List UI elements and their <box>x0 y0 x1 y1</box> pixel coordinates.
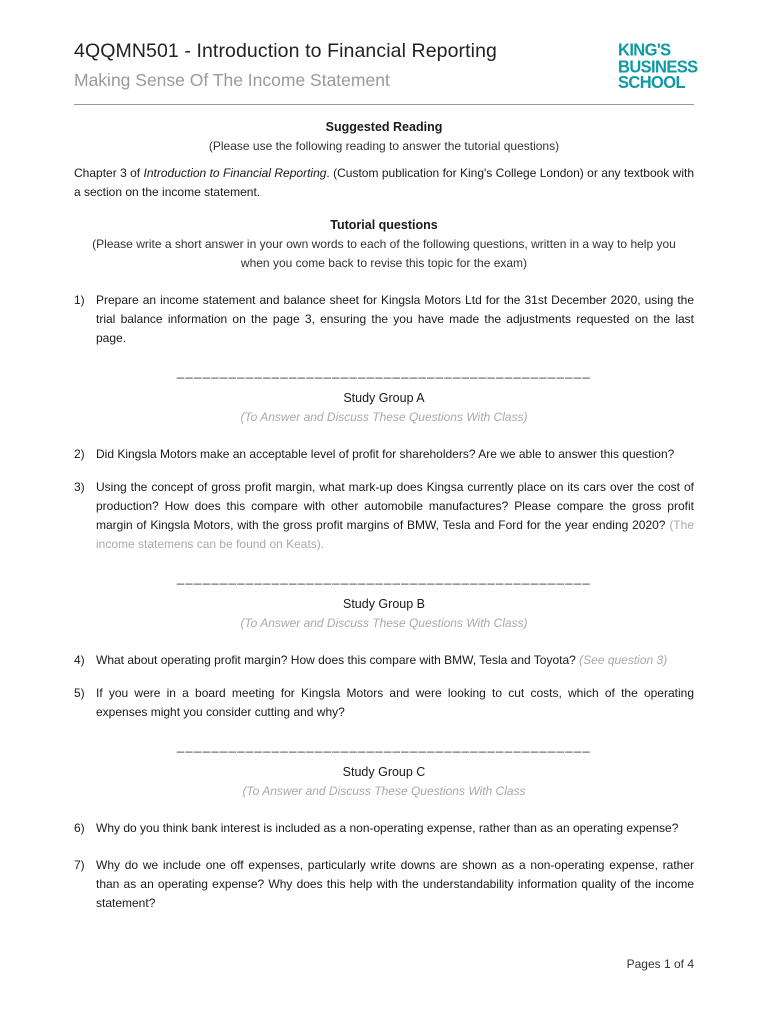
question-text: Did Kingsla Motors make an acceptable level of profit for shareholders? Are we able to answer this question? <box>96 447 675 461</box>
question-2 <box>74 445 694 464</box>
study-group-a-title: Study Group A <box>343 391 425 405</box>
page-number: Pages 1 of 4 <box>626 957 694 971</box>
page-header <box>74 40 698 104</box>
tutorial-note-line-1: (Please write a short answer in your own words to each of the following questions, written in a way to help you <box>92 237 676 251</box>
section-divider: ________________________________________________ <box>176 364 592 379</box>
question-7 <box>74 856 694 913</box>
question-number: 2) <box>74 447 85 461</box>
question-5 <box>74 684 694 722</box>
question-number: 5) <box>74 686 85 700</box>
study-group-a-note: (To Answer and Discuss These Questions With Class) <box>240 410 528 424</box>
document-subtitle: Making Sense Of The Income Statement <box>74 70 390 90</box>
question-text: Prepare an income statement and balance sheet for Kingsla Motors Ltd for the 31st December 2020, using the trial balance information on the page 3, ensuring the you have made the adjustments requested on the last page. <box>96 293 694 345</box>
reading-text-after: . (Custom publication for King's College London) or any textbook with a section on the income statement. <box>74 166 695 199</box>
section-divider: ________________________________________________ <box>176 570 592 585</box>
question-4 <box>74 651 694 670</box>
reading-paragraph <box>74 164 694 202</box>
study-group-b-title: Study Group B <box>343 597 425 611</box>
kings-business-school-logo <box>618 40 698 93</box>
tutorial-heading: Tutorial questions <box>330 218 438 232</box>
question-text: Why do you think bank interest is included as a non-operating expense, rather than as an operating expense? <box>96 821 679 835</box>
book-title: Introduction to Financial Reporting <box>143 166 327 180</box>
question-text: If you were in a board meeting for Kingsla Motors and were looking to cut costs, which of the operating expenses might you consider cutting and why? <box>96 686 694 719</box>
question-number: 4) <box>74 653 85 667</box>
question-number: 1) <box>74 293 85 307</box>
question-number: 6) <box>74 821 85 835</box>
question-1 <box>74 291 694 348</box>
question-3 <box>74 478 694 554</box>
question-number: 3) <box>74 480 85 494</box>
question-note: (The income statemens can be found on Keats). <box>96 518 694 551</box>
question-text-wrap <box>96 478 694 554</box>
question-note: (See question 3) <box>579 653 668 667</box>
question-text-wrap <box>96 651 694 670</box>
logo-line-3: SCHOOL <box>618 73 685 93</box>
reading-note: (Please use the following reading to answer the tutorial questions) <box>208 139 560 153</box>
question-number: 7) <box>74 858 85 872</box>
logo-line-1: KING'S <box>618 40 671 60</box>
question-text: Using the concept of gross profit margin, what mark-up does Kingsa currently place on its cars over the cost of production? How does this compare with other automobile manufactures? Please compare the gross profit margin of Kingsla Motors, with the gross profit margins of BMW, Tesla and Ford for the year ending 2020? <box>96 480 694 532</box>
tutorial-note-line-2: when you come back to revise this topic for the exam) <box>240 256 528 270</box>
question-6 <box>74 819 694 838</box>
study-group-b-note: (To Answer and Discuss These Questions With Class) <box>240 616 528 630</box>
reading-text-before: Chapter 3 of <box>74 166 144 180</box>
document-body <box>74 118 694 913</box>
header-rule <box>74 104 694 105</box>
study-group-c-title: Study Group C <box>342 765 426 779</box>
logo-line-2: BUSINESS <box>618 57 698 77</box>
question-text: Why do we include one off expenses, particularly write downs are shown as a non-operating expense, rather than as an operating expense? Why does this help with the understandability information quality of the income statement? <box>96 858 694 910</box>
question-text: What about operating profit margin? How does this compare with BMW, Tesla and Toyota? <box>96 653 580 667</box>
course-title: 4QQMN501 - Introduction to Financial Reporting <box>74 40 497 62</box>
study-group-c-note: (To Answer and Discuss These Questions With Class <box>242 784 526 798</box>
reading-heading: Suggested Reading <box>325 120 443 134</box>
section-divider: ________________________________________________ <box>176 738 592 753</box>
